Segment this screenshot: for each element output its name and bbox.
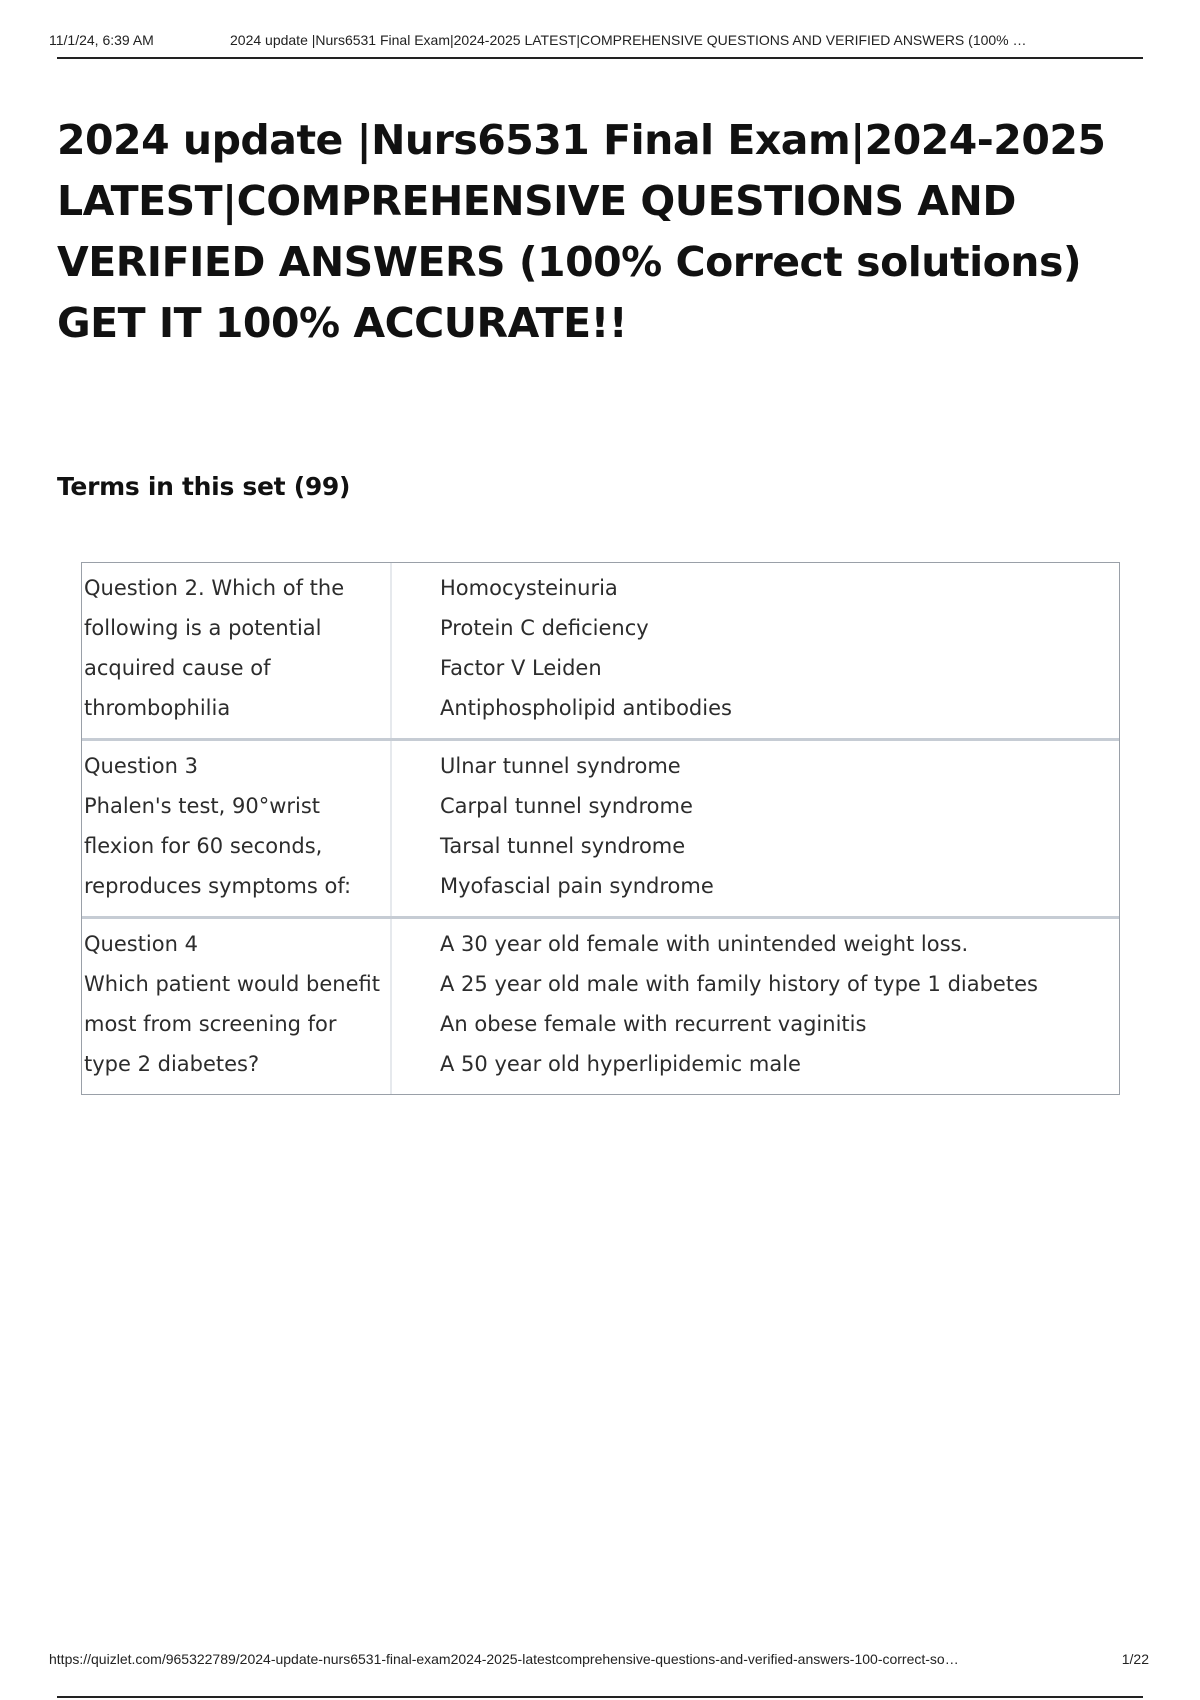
- term-row: [82, 919, 1119, 1094]
- term-answer-option: Carpal tunnel syndrome: [440, 794, 693, 818]
- term-answer-option: Antiphospholipid antibodies: [440, 696, 732, 720]
- term-answer-option: A 50 year old hyperlipidemic male: [440, 1052, 801, 1076]
- term-row: [82, 563, 1119, 741]
- term-answer-list: [392, 919, 1119, 1094]
- page-title: 2024 update |Nurs6531 Final Exam|2024-2025 LATEST|COMPREHENSIVE QUESTIONS AND VERIFIED ANSWERS (100% Correct solutions) GET IT 100% ACCURATE!!: [57, 116, 1106, 347]
- term-answer-list: [392, 741, 1119, 916]
- term-answer-option: Ulnar tunnel syndrome: [440, 754, 681, 778]
- source-url-link[interactable]: https://quizlet.com/965322789/2024-update-nurs6531-final-exam2024-2025-latestcomprehensive-questions-and-verified-answers-100-correct-so…: [49, 1651, 959, 1667]
- terms-table: [81, 562, 1120, 1095]
- term-answer-option: A 30 year old female with unintended weight loss.: [440, 932, 969, 956]
- print-document-title: 2024 update |Nurs6531 Final Exam|2024-2025 LATEST|COMPREHENSIVE QUESTIONS AND VERIFIED ANSWERS (100% …: [230, 32, 1027, 48]
- print-footer: [49, 1651, 1149, 1671]
- print-timestamp: 11/1/24, 6:39 AM: [49, 32, 154, 48]
- term-row: [82, 741, 1119, 919]
- term-answer-list: [392, 563, 1119, 738]
- term-answer-option: A 25 year old male with family history of type 1 diabetes: [440, 972, 1038, 996]
- term-question: Question 4 Which patient would benefit most from screening for type 2 diabetes?: [82, 919, 392, 1094]
- footer-divider: [57, 1696, 1143, 1698]
- term-answer-option: Homocysteinuria: [440, 576, 618, 600]
- term-question: Question 2. Which of the following is a potential acquired cause of thrombophilia: [82, 563, 392, 738]
- header-divider: [57, 57, 1143, 59]
- term-answer-option: An obese female with recurrent vaginitis: [440, 1012, 867, 1036]
- term-answer-option: Myofascial pain syndrome: [440, 874, 714, 898]
- term-answer-option: Factor V Leiden: [440, 656, 602, 680]
- print-header: [49, 30, 1145, 52]
- term-answer-option: Tarsal tunnel syndrome: [440, 834, 686, 858]
- term-answer-option: Protein C deficiency: [440, 616, 649, 640]
- page-number: 1/22: [1121, 1651, 1149, 1667]
- term-question: Question 3 Phalen's test, 90°wrist flexion for 60 seconds, reproduces symptoms of:: [82, 741, 392, 916]
- terms-count-heading: Terms in this set (99): [57, 472, 351, 501]
